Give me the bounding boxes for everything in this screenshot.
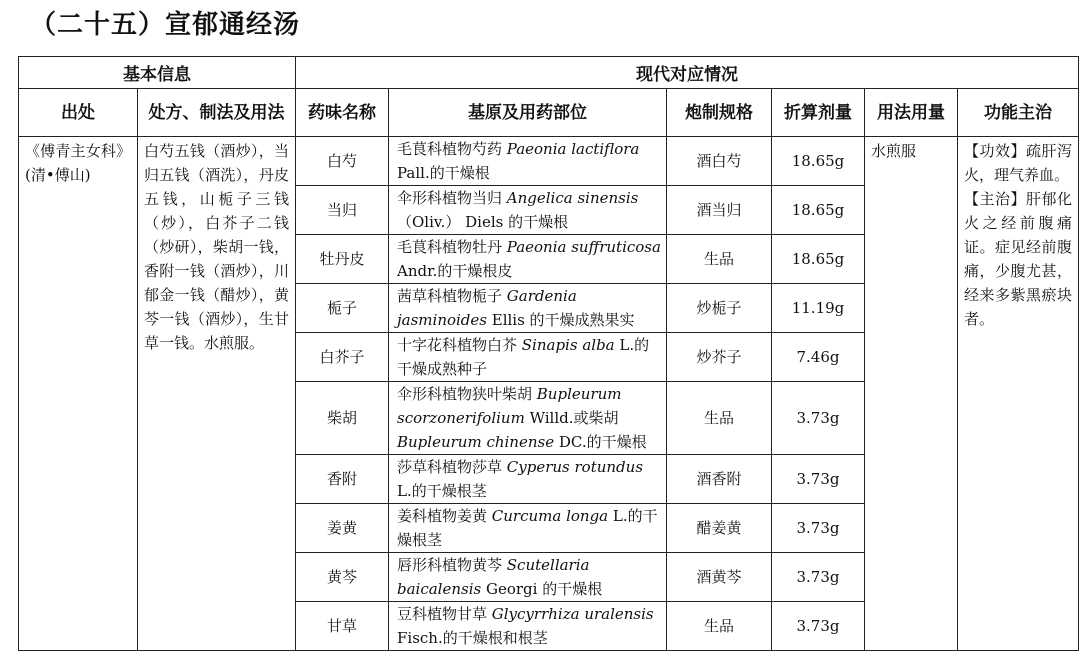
- process-spec: 生品: [667, 602, 772, 651]
- herb-source: [389, 186, 667, 235]
- scientific-name: Angelica sinensis: [506, 189, 639, 207]
- source-text: 毛茛科植物牡丹: [397, 238, 507, 256]
- herb-source: [389, 553, 667, 602]
- scientific-name: Cyperus rotundus: [506, 458, 644, 476]
- herb-source: [389, 602, 667, 651]
- herb-name: 黄芩: [296, 553, 389, 602]
- herb-name: 白芥子: [296, 333, 389, 382]
- dose: 3.73g: [772, 602, 865, 651]
- source-text: 毛茛科植物芍药: [397, 140, 507, 158]
- col-header-dose: 折算剂量: [772, 89, 865, 137]
- source-text: 豆科植物甘草: [397, 605, 492, 623]
- dose: 3.73g: [772, 382, 865, 455]
- herb-name: 栀子: [296, 284, 389, 333]
- dose: 11.19g: [772, 284, 865, 333]
- scientific-name: Sinapis alba: [521, 336, 615, 354]
- function-cell: 【功效】疏肝泻火，理气养血。 【主治】肝郁化火之经前腹痛证。症见经前腹痛，少腹尤甚，经来多紫黑瘀块者。: [958, 137, 1079, 651]
- source-text: Ellis 的干燥成熟果实: [486, 311, 635, 329]
- col-header-formula: 处方、制法及用法: [138, 89, 296, 137]
- herb-name: 姜黄: [296, 504, 389, 553]
- source-text: 伞形科植物当归: [397, 189, 507, 207]
- scientific-name: Bupleurum scorzonerifolium: [397, 385, 622, 427]
- herb-source: [389, 137, 667, 186]
- process-spec: 炒芥子: [667, 333, 772, 382]
- source-text: 十字花科植物白芥: [397, 336, 522, 354]
- herb-name: 香附: [296, 455, 389, 504]
- herb-name: 柴胡: [296, 382, 389, 455]
- source-text: Fisch.的干燥根和根茎: [397, 629, 548, 647]
- header-modern-correspondence: 现代对应情况: [296, 57, 1079, 89]
- source-text: 姜科植物姜黄: [397, 507, 492, 525]
- source-text: Georgi 的干燥根: [481, 580, 603, 598]
- source-text: L.的干燥成熟种子: [397, 336, 650, 378]
- origin-cell: 《傅青主女科》(清•傅山): [19, 137, 138, 651]
- table-row: [19, 137, 1079, 186]
- herb-name: 当归: [296, 186, 389, 235]
- scientific-name: Paeonia suffruticosa: [506, 238, 661, 256]
- scientific-name: Paeonia lactiflora: [506, 140, 640, 158]
- col-header-usage: 用法用量: [865, 89, 958, 137]
- herb-source: [389, 504, 667, 553]
- col-header-origin: 出处: [19, 89, 138, 137]
- source-text: Andr.的干燥根皮: [397, 262, 513, 280]
- dose: 3.73g: [772, 553, 865, 602]
- source-text: L.的干燥根茎: [397, 482, 487, 500]
- process-spec: 生品: [667, 235, 772, 284]
- dose: 7.46g: [772, 333, 865, 382]
- herb-source: [389, 235, 667, 284]
- source-text: 伞形科植物狭叶柴胡: [397, 385, 537, 403]
- herb-source: [389, 333, 667, 382]
- source-text: （Oliv.） Diels 的干燥根: [397, 213, 569, 231]
- process-spec: 生品: [667, 382, 772, 455]
- source-text: DC.的干燥根: [554, 433, 647, 451]
- col-header-herb: 药味名称: [296, 89, 389, 137]
- source-text: Willd.或柴胡: [524, 409, 619, 427]
- process-spec: 酒香附: [667, 455, 772, 504]
- dose: 18.65g: [772, 137, 865, 186]
- dose: 3.73g: [772, 504, 865, 553]
- herb-source: [389, 455, 667, 504]
- header-basic-info: 基本信息: [19, 57, 296, 89]
- formula-table: [18, 56, 1079, 651]
- page-title: （二十五）宣郁通经汤: [30, 10, 301, 40]
- source-text: 茜草科植物栀子: [397, 287, 507, 305]
- dose: 18.65g: [772, 235, 865, 284]
- col-header-source: 基原及用药部位: [389, 89, 667, 137]
- source-text: Pall.的干燥根: [397, 164, 490, 182]
- process-spec: 酒黄芩: [667, 553, 772, 602]
- process-spec: 炒栀子: [667, 284, 772, 333]
- herb-name: 牡丹皮: [296, 235, 389, 284]
- usage-cell: 水煎服: [865, 137, 958, 651]
- process-spec: 酒白芍: [667, 137, 772, 186]
- herb-source: [389, 284, 667, 333]
- scientific-name: Gardenia jasminoides: [397, 287, 577, 329]
- formula-cell: 白芍五钱（酒炒），当归五钱（酒洗），丹皮五钱，山栀子三钱（炒），白芥子二钱（炒研），柴胡一钱，香附一钱（酒炒），川郁金一钱（醋炒），黄芩一钱（酒炒），生甘草一钱。水煎服。: [138, 137, 296, 651]
- scientific-name: Curcuma longa: [491, 507, 609, 525]
- scientific-name: Scutellaria baicalensis: [397, 556, 590, 598]
- process-spec: 酒当归: [667, 186, 772, 235]
- herb-name: 甘草: [296, 602, 389, 651]
- process-spec: 醋姜黄: [667, 504, 772, 553]
- herb-name: 白芍: [296, 137, 389, 186]
- scientific-name: Glycyrrhiza uralensis: [491, 605, 654, 623]
- source-text: 唇形科植物黄芩: [397, 556, 507, 574]
- dose: 18.65g: [772, 186, 865, 235]
- col-header-process: 炮制规格: [667, 89, 772, 137]
- source-text: L.的干燥根茎: [397, 507, 658, 549]
- col-header-function: 功能主治: [958, 89, 1079, 137]
- scientific-name: Bupleurum chinense: [397, 433, 555, 451]
- source-text: 莎草科植物莎草: [397, 458, 507, 476]
- herb-source: [389, 382, 667, 455]
- dose: 3.73g: [772, 455, 865, 504]
